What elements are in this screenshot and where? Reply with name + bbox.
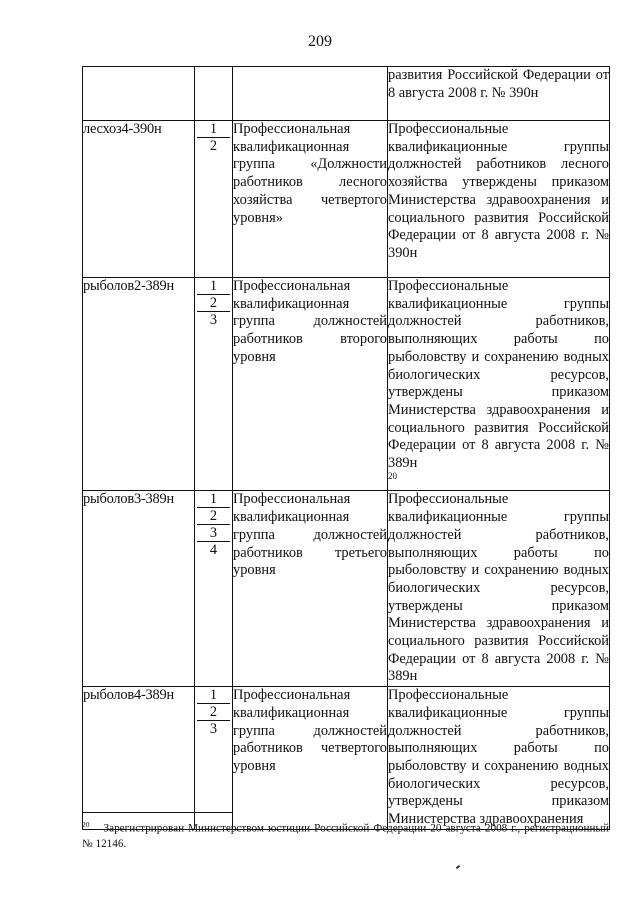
item-number: 4: [209, 542, 218, 559]
item-number: 2: [197, 508, 230, 525]
row-group: Профессиональная квалификационная группа должностей работников третьего уровня: [233, 491, 388, 687]
row-basis: [388, 67, 610, 121]
classification-table: [82, 66, 610, 830]
row-group: Профессиональная квалификационная группа должностей работников четвертого уровня: [233, 687, 388, 830]
footnote-divider: [82, 812, 232, 813]
item-number: 2: [197, 295, 230, 312]
footnote-mark: 20: [82, 820, 90, 829]
table-row: [83, 278, 610, 491]
row-numbers: [195, 121, 233, 278]
footnote-reference: 20: [388, 470, 397, 481]
row-numbers: [195, 67, 233, 121]
row-basis: [388, 491, 610, 687]
row-basis-text: Профессиональные квалификационные группы должностей работников, выполняющих работы по рыболовству и сохранению водных биологических ресурсов, утверждены приказом Министерства здравоохранения и социального развития Российской Федерации от 8 августа 2008 г. № 389н: [388, 491, 609, 685]
row-basis-text: развития Российской Федерации от 8 августа 2008 г. № 390н: [388, 67, 609, 101]
item-number: 3: [197, 525, 230, 542]
scan-speck: [456, 865, 460, 869]
item-number: 1: [197, 278, 230, 295]
item-number: 2: [197, 704, 230, 721]
footnote-text: Зарегистрирован Министерством юстиции Российской Федерации 20 августа 2008 г., регистрационный № 12146.: [82, 822, 609, 850]
item-number: 1: [197, 121, 230, 138]
row-basis: [388, 121, 610, 278]
row-code: рыболов2-389н: [83, 278, 195, 491]
item-number: 3: [209, 312, 218, 328]
footnote: [82, 817, 609, 852]
row-basis: [388, 278, 610, 491]
table-row: [83, 687, 610, 830]
row-numbers: [195, 491, 233, 687]
row-group: Профессиональная квалификационная группа должностей работников второго уровня: [233, 278, 388, 491]
page-number: 209: [308, 33, 332, 50]
row-basis: [388, 687, 610, 830]
row-group: [233, 67, 388, 121]
row-basis-text: Профессиональные квалификационные группы должностей работников лесного хозяйства утверждены приказом Министерства здравоохранения и социального развития Российской Федерации от 8 августа 2008 г. № 390н: [388, 121, 609, 261]
row-numbers: [195, 687, 233, 830]
table-row: [83, 491, 610, 687]
row-code: [83, 67, 195, 121]
row-group: Профессиональная квалификационная группа «Должности работников лесного хозяйства четвертого уровня»: [233, 121, 388, 278]
row-code: рыболов3-389н: [83, 491, 195, 687]
item-number: 2: [209, 138, 218, 154]
table-row: [83, 67, 610, 121]
item-number: 1: [197, 687, 230, 704]
item-number: 1: [197, 491, 230, 508]
row-basis-text: Профессиональные квалификационные группы должностей работников, выполняющих работы по рыболовству и сохранению водных биологических ресурсов, утверждены приказом Министерства здравоохранения и социального развития Российской Федерации от 8 августа 2008 г. № 389н: [388, 278, 609, 472]
item-number: 3: [209, 721, 218, 738]
row-numbers: [195, 278, 233, 491]
row-basis-text: Профессиональные квалификационные группы должностей работников, выполняющих работы по рыболовству и сохранению водных биологических ресурсов, утверждены приказом Министерства здравоохранения: [388, 687, 609, 828]
row-code: лесхоз4-390н: [83, 121, 195, 278]
table-row: [83, 121, 610, 278]
row-code: рыболов4-389н: [83, 687, 195, 830]
